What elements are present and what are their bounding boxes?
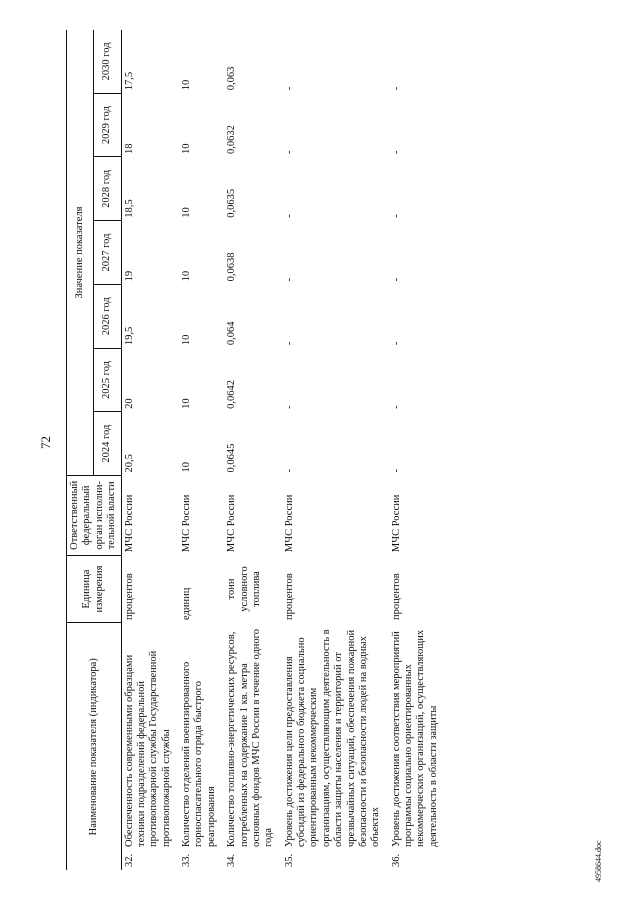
indicator-name: Уровень достижения соответствия мероприятий программы социально ориентированных некоммерческих организаций, осуществляющих деятельность в области защиты xyxy=(390,629,439,847)
unit-cell: единиц xyxy=(181,587,192,620)
indicator-name-cell xyxy=(389,623,447,870)
value-cell: - xyxy=(390,214,402,218)
value-cell: 0,063 xyxy=(226,66,238,91)
row-number: 32. xyxy=(123,853,135,867)
table-row xyxy=(121,30,179,870)
indicator-name-cell xyxy=(179,623,224,870)
unit-cell: процентов xyxy=(390,573,402,620)
value-cell: 10 xyxy=(181,79,192,91)
header-year: 2027 год xyxy=(94,221,121,285)
unit-cell: процентов xyxy=(283,573,295,620)
value-cell: 10 xyxy=(181,398,192,409)
value-cell: 18 xyxy=(123,143,135,154)
header-unit: Единица измерения xyxy=(67,555,122,623)
indicator-name: Количество топливно-энергетических ресурсов, потребленных на содержание 1 кв. метра основных фондов МЧС России в течение одного года xyxy=(226,629,275,847)
value-cell: 10 xyxy=(181,143,192,154)
indicator-name: Уровень достижения цели предоставления субсидий из федерального бюджета социально ориентированным некоммерческим организациям, осуществляющим деятельность в области защиты населения и территорий от чрезвычайных ситуаций, обеспечения пожарной безопасности и безопасности людей на водных объектах xyxy=(283,629,382,847)
header-indicator-name: Наименование показателя (индикатора) xyxy=(67,623,122,870)
indicator-name-cell xyxy=(282,623,389,870)
unit-cell: процентов xyxy=(123,573,135,620)
header-year: 2026 год xyxy=(94,284,121,348)
header-year: 2025 год xyxy=(94,348,121,412)
indicator-name: Обеспеченность современными образцами техники подразделений федеральной противопожарной службы Государственной противопожарной службы xyxy=(123,650,172,847)
value-cell: 0,0638 xyxy=(226,252,238,282)
value-cell: - xyxy=(390,405,402,409)
value-cell: - xyxy=(283,469,295,473)
indicator-table-rotated xyxy=(66,30,640,870)
value-cell: 10 xyxy=(181,207,192,218)
value-cell: - xyxy=(283,341,295,346)
org-cell: МЧС России xyxy=(181,494,192,553)
row-number: 36. xyxy=(390,853,402,867)
header-year: 2028 год xyxy=(94,157,121,221)
table-row xyxy=(389,30,447,870)
indicator-name-cell xyxy=(121,623,179,870)
footer-doc-code: 4958644.doc xyxy=(594,840,603,882)
org-cell: МЧС России xyxy=(390,494,402,553)
table-row xyxy=(282,30,389,870)
value-cell: - xyxy=(390,469,402,473)
value-cell: 20,5 xyxy=(123,454,135,473)
value-cell: 10 xyxy=(181,462,192,473)
indicator-name: Количество отделений военизированного горноспасательного отряда быстрого реагирования xyxy=(181,661,217,847)
value-cell: 0,064 xyxy=(226,321,238,346)
value-cell: 0,0645 xyxy=(226,443,238,473)
table-row xyxy=(224,30,282,870)
value-cell: 18,5 xyxy=(123,199,135,218)
value-cell: - xyxy=(283,214,295,218)
indicator-table xyxy=(66,30,446,870)
value-cell: - xyxy=(390,150,402,154)
value-cell: - xyxy=(390,341,402,346)
row-number: 33. xyxy=(181,853,192,867)
value-cell: - xyxy=(390,86,402,91)
org-cell: МЧС России xyxy=(123,494,135,553)
org-cell: МЧС России xyxy=(283,494,295,553)
header-year: 2030 год xyxy=(94,30,121,93)
header-year: 2024 год xyxy=(94,412,121,476)
header-values-group: Значение показателя xyxy=(67,30,94,476)
value-cell: 17,5 xyxy=(123,71,135,91)
value-cell: 19 xyxy=(123,270,135,282)
value-cell: 0,0635 xyxy=(226,188,238,218)
indicator-name-cell xyxy=(224,623,282,870)
value-cell: 10 xyxy=(181,334,192,346)
row-number: 35. xyxy=(283,853,295,867)
row-number: 34. xyxy=(226,853,238,867)
value-cell: - xyxy=(283,405,295,409)
value-cell: - xyxy=(283,86,295,91)
value-cell: 10 xyxy=(181,270,192,282)
page-number: 72 xyxy=(38,436,53,449)
value-cell: - xyxy=(390,277,402,282)
unit-cell: тонн условного топлива xyxy=(226,566,262,612)
value-cell: 19,5 xyxy=(123,326,135,346)
value-cell: 20 xyxy=(123,398,135,409)
value-cell: 0,0642 xyxy=(226,379,238,409)
org-cell: МЧС России xyxy=(226,494,238,553)
value-cell: - xyxy=(283,150,295,154)
header-row-1 xyxy=(67,30,94,870)
header-year: 2029 год xyxy=(94,93,121,157)
value-cell: - xyxy=(283,277,295,282)
header-responsible-org: Ответственный федеральный орган исполни-тельной власти xyxy=(67,476,122,556)
table-row xyxy=(179,30,224,870)
value-cell: 0,0632 xyxy=(226,125,238,154)
